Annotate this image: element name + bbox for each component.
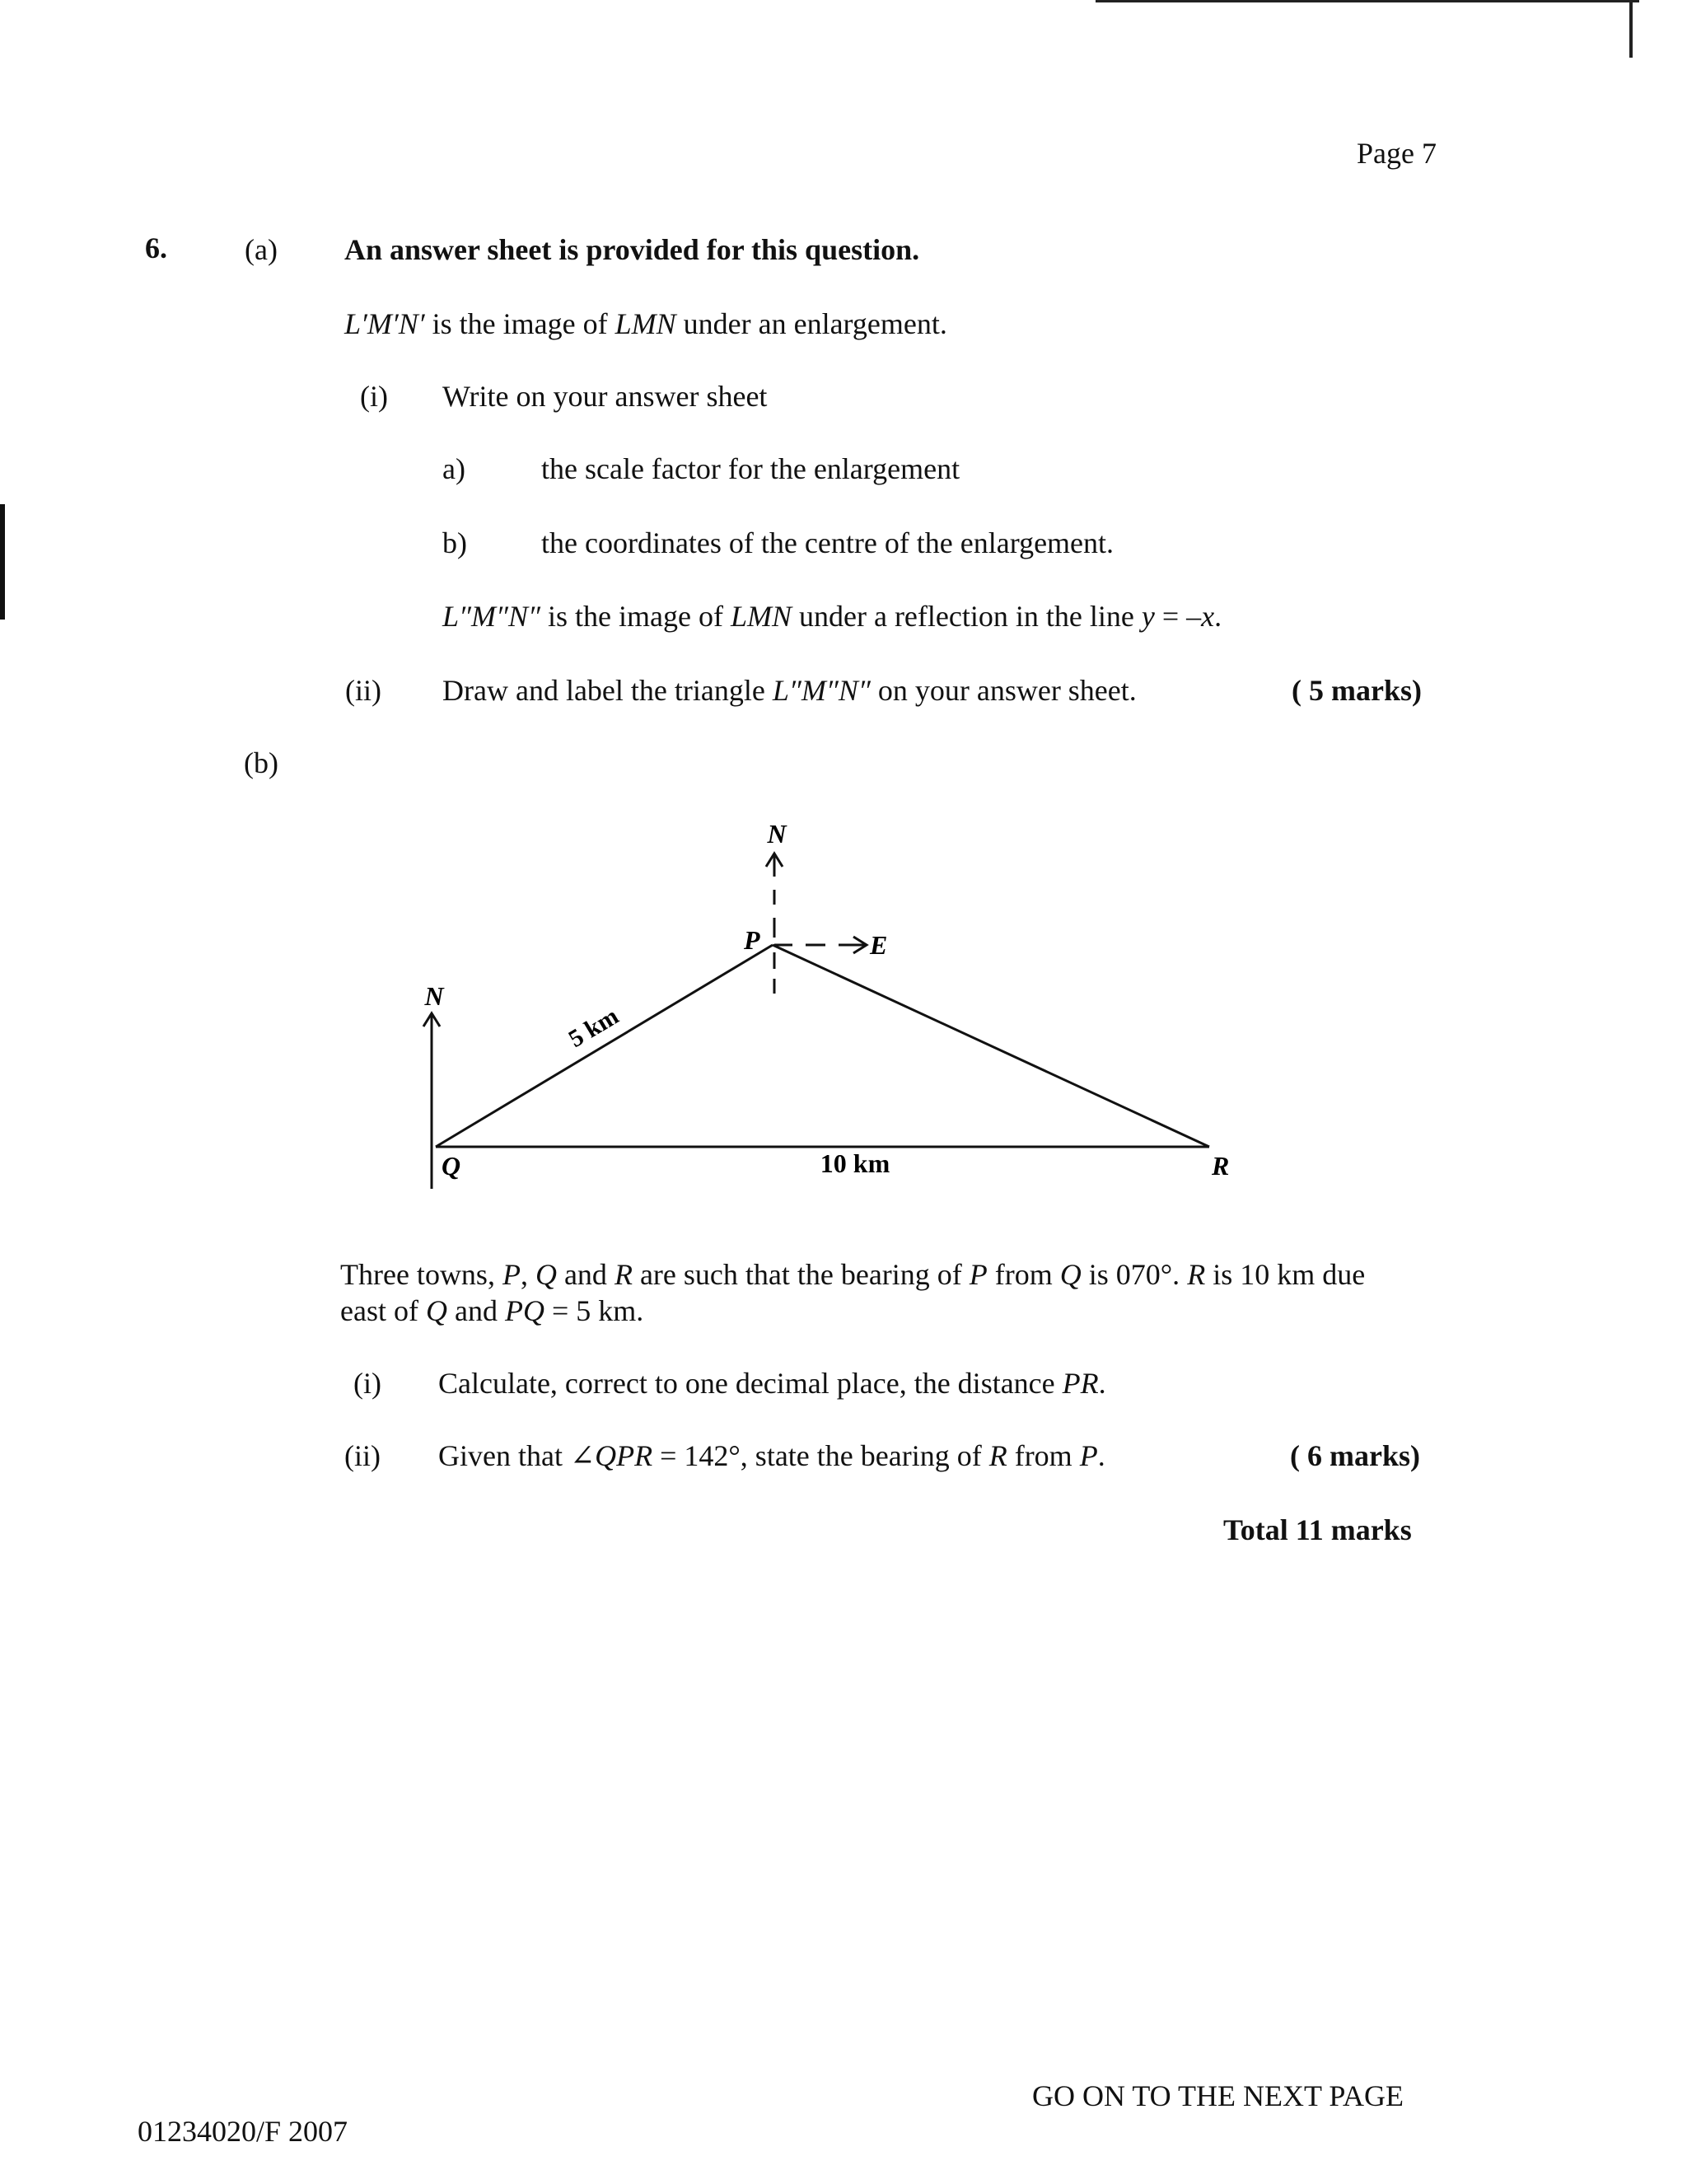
side-pr-line (773, 945, 1209, 1147)
part-b-ii-label: (ii) (344, 1439, 381, 1472)
reflection-statement: L″M″N″ is the image of LMN under a reflection in the line y = –x. (442, 600, 1222, 633)
answer-sheet-instruction: An answer sheet is provided for this question. (344, 233, 920, 266)
vertex-q-label: Q (442, 1151, 461, 1181)
part-b-ii-text: Given that ∠QPR = 142°, state the bearing of R from P. (438, 1439, 1105, 1472)
part-b-label: (b) (244, 746, 278, 779)
item-a-label: a) (442, 452, 465, 485)
scan-edge-right (1629, 0, 1633, 58)
part-a-ii-text: Draw and label the triangle L″M″N″ on your answer sheet. (442, 674, 1137, 707)
part-b-marks: ( 6 marks) (1290, 1439, 1420, 1472)
east-label: E (870, 930, 888, 960)
enlargement-statement: L′M′N′ is the image of LMN under an enlargement. (344, 307, 947, 340)
bearing-diagram (387, 807, 1293, 1203)
part-a-label: (a) (245, 233, 278, 266)
part-b-i-text: Calculate, correct to one decimal place, the distance PR. (438, 1367, 1106, 1400)
part-b-i-label: (i) (353, 1367, 381, 1400)
page-number: Page 7 (1357, 137, 1437, 170)
scan-edge-top (1096, 0, 1639, 2)
part-b-stem-line2: east of Q and PQ = 5 km. (340, 1294, 644, 1327)
item-a-text: the scale factor for the enlargement (541, 452, 960, 485)
side-qr-label: 10 km (820, 1148, 890, 1178)
next-page-note: GO ON TO THE NEXT PAGE (1032, 2079, 1404, 2112)
side-pq-line (436, 945, 773, 1147)
part-a-marks: ( 5 marks) (1292, 674, 1422, 707)
part-b-stem-line1: Three towns, P, Q and R are such that the bearing of P from Q is 070°. R is 10 km due (340, 1258, 1366, 1291)
vertex-p-label: P (744, 925, 760, 955)
north-label-p: N (767, 819, 787, 849)
part-a-i-label: (i) (360, 380, 388, 413)
paper-code: 01234020/F 2007 (138, 2115, 348, 2148)
part-a-ii-label: (ii) (345, 674, 381, 707)
part-a-i-text: Write on your answer sheet (442, 380, 768, 413)
vertex-r-label: R (1212, 1151, 1230, 1181)
question-number: 6. (145, 231, 167, 264)
side-pq-label: 5 km (563, 1002, 624, 1054)
item-b-text: the coordinates of the centre of the enlargement. (541, 526, 1115, 559)
total-marks: Total 11 marks (1223, 1513, 1412, 1546)
item-b-label: b) (442, 526, 467, 559)
scan-edge-left (0, 504, 5, 620)
north-label-q: N (424, 981, 444, 1011)
